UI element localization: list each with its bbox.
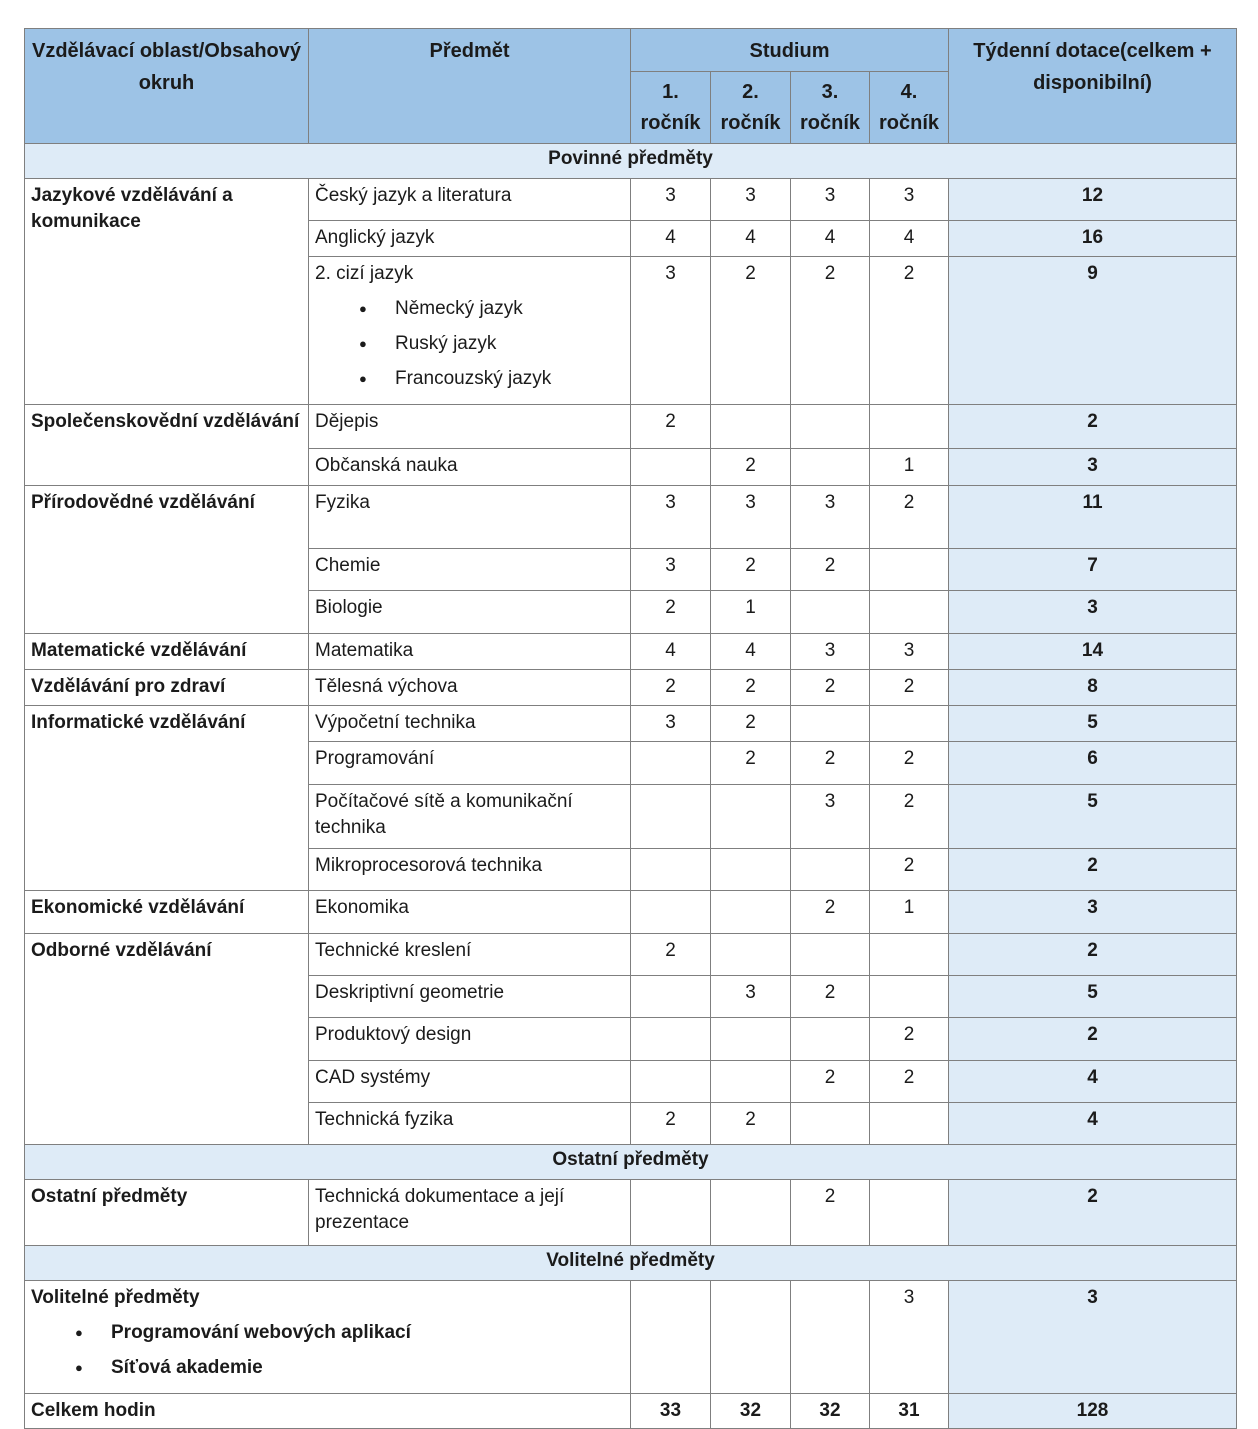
area-cell — [25, 405, 309, 486]
subject-label: Dějepis — [315, 411, 379, 432]
subject-cell — [309, 634, 631, 670]
header-studium: Studium — [631, 29, 949, 72]
footer-hour-year-2: 32 — [711, 1394, 791, 1429]
area-cell — [25, 1180, 309, 1246]
hour-cell-year-4 — [870, 591, 949, 634]
subject-label: Mikroprocesorová technika — [315, 855, 543, 876]
bullet-dot-icon: ● — [359, 336, 367, 351]
hour-cell-year-3: 3 — [791, 634, 870, 670]
table-row — [25, 1281, 1237, 1394]
area-cell — [25, 670, 309, 706]
hour-cell-year-2: 3 — [711, 179, 791, 221]
table-header — [25, 29, 1237, 144]
hour-cell-year-1: 4 — [631, 634, 711, 670]
subject-label: Počítačové sítě a komunikační technika — [315, 791, 573, 838]
subject-cell — [309, 405, 631, 449]
subject-cell — [309, 785, 631, 849]
subject-label: Ekonomika — [315, 897, 409, 918]
subject-label: Matematika — [315, 640, 414, 661]
hour-cell-year-2: 2 — [711, 670, 791, 706]
total-cell: 8 — [949, 670, 1237, 706]
subject-label: CAD systémy — [315, 1067, 431, 1088]
table-row — [25, 670, 1237, 706]
footer-total: 128 — [949, 1394, 1237, 1429]
total-cell: 5 — [949, 976, 1237, 1018]
subject-label: Tělesná výchova — [315, 676, 458, 697]
footer-hour-year-1: 33 — [631, 1394, 711, 1429]
bullet-item — [359, 365, 624, 392]
hour-cell-year-1: 2 — [631, 405, 711, 449]
total-cell: 6 — [949, 742, 1237, 785]
bullet-item — [75, 1354, 624, 1381]
total-cell: 5 — [949, 785, 1237, 849]
subject-cell — [309, 1180, 631, 1246]
hour-cell-year-4: 1 — [870, 449, 949, 486]
table-row — [25, 891, 1237, 934]
table-row — [25, 486, 1237, 549]
area-cell — [25, 706, 309, 891]
hour-cell-year-4 — [870, 1180, 949, 1246]
hour-cell-year-4 — [870, 405, 949, 449]
table-body — [25, 144, 1237, 1429]
area-label: Odborné vzdělávání — [31, 940, 212, 961]
hour-cell-year-4: 3 — [870, 1281, 949, 1394]
subject-cell — [309, 849, 631, 891]
subject-cell — [309, 179, 631, 221]
hour-cell-year-2: 2 — [711, 742, 791, 785]
bullet-item — [75, 1319, 624, 1346]
hour-cell-year-4 — [870, 976, 949, 1018]
total-cell: 14 — [949, 634, 1237, 670]
hour-cell-year-4 — [870, 706, 949, 742]
hour-cell-year-4: 2 — [870, 849, 949, 891]
hour-cell-year-2: 1 — [711, 591, 791, 634]
hour-cell-year-1: 2 — [631, 1103, 711, 1145]
section-row — [25, 1246, 1237, 1281]
hour-cell-year-4 — [870, 1103, 949, 1145]
hour-cell-year-2 — [711, 405, 791, 449]
hour-cell-year-2 — [711, 891, 791, 934]
subject-cell — [309, 934, 631, 976]
hour-cell-year-4: 4 — [870, 221, 949, 257]
hour-cell-year-3: 3 — [791, 179, 870, 221]
subject-cell — [309, 449, 631, 486]
subject-label: Výpočetní technika — [315, 712, 476, 733]
hour-cell-year-2: 2 — [711, 1103, 791, 1145]
hour-cell-year-4: 2 — [870, 486, 949, 549]
subject-cell — [309, 486, 631, 549]
bullet-item — [359, 330, 624, 357]
hour-cell-year-4: 3 — [870, 634, 949, 670]
bullet-label: Německý jazyk — [395, 298, 523, 319]
hour-cell-year-2: 3 — [711, 486, 791, 549]
hour-cell-year-2: 3 — [711, 976, 791, 1018]
table-row — [25, 706, 1237, 742]
header-year-1: 1. ročník — [631, 72, 711, 144]
footer-row — [25, 1394, 1237, 1429]
bullet-label: Programování webových aplikací — [111, 1322, 411, 1343]
area-cell — [25, 486, 309, 634]
table-row — [25, 405, 1237, 449]
total-cell: 3 — [949, 591, 1237, 634]
hour-cell-year-1: 2 — [631, 934, 711, 976]
total-cell: 3 — [949, 891, 1237, 934]
hour-cell-year-3: 2 — [791, 549, 870, 591]
area-label: Jazykové vzdělávání a komunikace — [31, 185, 233, 232]
bullet-list — [315, 295, 624, 392]
bullet-dot-icon: ● — [75, 1325, 83, 1340]
hour-cell-year-3: 2 — [791, 976, 870, 1018]
hour-cell-year-4 — [870, 549, 949, 591]
bullet-item — [359, 295, 624, 322]
hour-cell-year-1 — [631, 785, 711, 849]
hour-cell-year-1 — [631, 891, 711, 934]
hour-cell-year-3 — [791, 1103, 870, 1145]
footer-label: Celkem hodin — [25, 1394, 631, 1429]
subject-label: Technické kreslení — [315, 940, 472, 961]
hour-cell-year-1: 2 — [631, 591, 711, 634]
total-cell: 2 — [949, 1180, 1237, 1246]
hour-cell-year-2 — [711, 785, 791, 849]
table-row — [25, 934, 1237, 976]
section-title: Povinné předměty — [25, 144, 1237, 179]
hour-cell-year-2 — [711, 1061, 791, 1103]
hour-cell-year-3 — [791, 706, 870, 742]
hour-cell-year-2: 4 — [711, 634, 791, 670]
subject-label: Občanská nauka — [315, 455, 458, 476]
bullet-dot-icon: ● — [359, 371, 367, 386]
total-cell: 2 — [949, 405, 1237, 449]
total-cell: 11 — [949, 486, 1237, 549]
hour-cell-year-3: 2 — [791, 742, 870, 785]
table-row — [25, 634, 1237, 670]
subject-cell — [309, 221, 631, 257]
hour-cell-year-3: 2 — [791, 1061, 870, 1103]
area-cell — [25, 179, 309, 405]
subject-cell — [309, 1061, 631, 1103]
subject-label: Technická fyzika — [315, 1109, 454, 1130]
subject-cell — [309, 591, 631, 634]
hour-cell-year-1 — [631, 449, 711, 486]
hour-cell-year-4: 2 — [870, 1018, 949, 1061]
curriculum-table — [24, 28, 1237, 1429]
subject-cell — [309, 257, 631, 405]
hour-cell-year-3: 3 — [791, 785, 870, 849]
area-cell — [25, 934, 309, 1145]
header-area-column: Vzdělávací oblast/Obsahový okruh — [25, 29, 309, 144]
hour-cell-year-2 — [711, 934, 791, 976]
subject-label: Český jazyk a literatura — [315, 185, 512, 206]
table-row — [25, 179, 1237, 221]
hour-cell-year-1 — [631, 1018, 711, 1061]
area-label: Společenskovědní vzdělávání — [31, 411, 300, 432]
hour-cell-year-2: 4 — [711, 221, 791, 257]
hour-cell-year-4: 2 — [870, 785, 949, 849]
area-label: Ekonomické vzdělávání — [31, 897, 245, 918]
total-cell: 3 — [949, 449, 1237, 486]
subject-label: Technická dokumentace a její prezentace — [315, 1186, 565, 1233]
header-year-4: 4. ročník — [870, 72, 949, 144]
section-title: Volitelné předměty — [25, 1246, 1237, 1281]
area-label: Ostatní předměty — [31, 1186, 188, 1207]
footer-hour-year-4: 31 — [870, 1394, 949, 1429]
section-row — [25, 144, 1237, 179]
subject-label: Produktový design — [315, 1024, 472, 1045]
area-label: Informatické vzdělávání — [31, 712, 246, 733]
subject-label: Biologie — [315, 597, 383, 618]
subject-cell — [309, 1103, 631, 1145]
hour-cell-year-4 — [870, 934, 949, 976]
hour-cell-year-1: 3 — [631, 179, 711, 221]
subject-cell — [309, 976, 631, 1018]
bullet-label: Francouzský jazyk — [395, 368, 552, 389]
bullet-label: Ruský jazyk — [395, 333, 497, 354]
section-row — [25, 1145, 1237, 1180]
hour-cell-year-3 — [791, 449, 870, 486]
hour-cell-year-4: 2 — [870, 1061, 949, 1103]
hour-cell-year-3: 2 — [791, 1180, 870, 1246]
hour-cell-year-1: 4 — [631, 221, 711, 257]
header-row-top — [25, 29, 1237, 72]
total-cell: 4 — [949, 1103, 1237, 1145]
hour-cell-year-3 — [791, 1018, 870, 1061]
hour-cell-year-4: 1 — [870, 891, 949, 934]
hour-cell-year-1: 3 — [631, 706, 711, 742]
hour-cell-year-3: 2 — [791, 257, 870, 405]
hour-cell-year-1: 3 — [631, 549, 711, 591]
subject-cell — [309, 891, 631, 934]
hour-cell-year-1 — [631, 976, 711, 1018]
hour-cell-year-1 — [631, 849, 711, 891]
hour-cell-year-2 — [711, 849, 791, 891]
footer-hour-year-3: 32 — [791, 1394, 870, 1429]
hour-cell-year-1: 3 — [631, 486, 711, 549]
hour-cell-year-3: 4 — [791, 221, 870, 257]
hour-cell-year-2 — [711, 1281, 791, 1394]
bullet-dot-icon: ● — [75, 1360, 83, 1375]
subject-label: Deskriptivní geometrie — [315, 982, 505, 1003]
bullet-label: Síťová akademie — [111, 1357, 263, 1378]
hour-cell-year-2: 2 — [711, 449, 791, 486]
hour-cell-year-3: 2 — [791, 891, 870, 934]
area-label: Přírodovědné vzdělávání — [31, 492, 255, 513]
subject-cell — [309, 670, 631, 706]
bullet-list — [31, 1319, 624, 1381]
subject-cell — [309, 742, 631, 785]
area-label: Volitelné předměty — [31, 1287, 200, 1308]
hour-cell-year-1 — [631, 1180, 711, 1246]
area-label: Vzdělávání pro zdraví — [31, 676, 226, 697]
header-year-2: 2. ročník — [711, 72, 791, 144]
total-cell: 2 — [949, 934, 1237, 976]
hour-cell-year-2: 2 — [711, 257, 791, 405]
hour-cell-year-1: 2 — [631, 670, 711, 706]
section-title: Ostatní předměty — [25, 1145, 1237, 1180]
hour-cell-year-3: 3 — [791, 486, 870, 549]
hour-cell-year-1 — [631, 1061, 711, 1103]
subject-label: Fyzika — [315, 492, 370, 513]
area-label: Matematické vzdělávání — [31, 640, 247, 661]
hour-cell-year-1 — [631, 1281, 711, 1394]
header-year-3: 3. ročník — [791, 72, 870, 144]
subject-cell — [309, 706, 631, 742]
hour-cell-year-4: 3 — [870, 179, 949, 221]
hour-cell-year-1: 3 — [631, 257, 711, 405]
hour-cell-year-2 — [711, 1180, 791, 1246]
table-row — [25, 1180, 1237, 1246]
header-subject-column: Předmět — [309, 29, 631, 144]
area-cell — [25, 891, 309, 934]
hour-cell-year-3 — [791, 405, 870, 449]
total-cell: 2 — [949, 1018, 1237, 1061]
area-cell — [25, 634, 309, 670]
hour-cell-year-3 — [791, 591, 870, 634]
area-cell-wide — [25, 1281, 631, 1394]
hour-cell-year-4: 2 — [870, 257, 949, 405]
total-cell: 9 — [949, 257, 1237, 405]
subject-label: Programování — [315, 748, 435, 769]
bullet-dot-icon: ● — [359, 301, 367, 316]
hour-cell-year-3 — [791, 849, 870, 891]
subject-label: Chemie — [315, 555, 381, 576]
hour-cell-year-1 — [631, 742, 711, 785]
hour-cell-year-4: 2 — [870, 742, 949, 785]
hour-cell-year-4: 2 — [870, 670, 949, 706]
total-cell: 2 — [949, 849, 1237, 891]
hour-cell-year-3 — [791, 1281, 870, 1394]
hour-cell-year-2: 2 — [711, 706, 791, 742]
total-cell: 12 — [949, 179, 1237, 221]
hour-cell-year-3: 2 — [791, 670, 870, 706]
hour-cell-year-3 — [791, 934, 870, 976]
subject-label: 2. cizí jazyk — [315, 263, 414, 284]
subject-cell — [309, 549, 631, 591]
total-cell: 5 — [949, 706, 1237, 742]
hour-cell-year-2: 2 — [711, 549, 791, 591]
total-cell: 16 — [949, 221, 1237, 257]
subject-label: Anglický jazyk — [315, 227, 435, 248]
total-cell: 7 — [949, 549, 1237, 591]
total-cell: 3 — [949, 1281, 1237, 1394]
header-total-column: Týdenní dotace(celkem + disponibilní) — [949, 29, 1237, 144]
hour-cell-year-2 — [711, 1018, 791, 1061]
subject-cell — [309, 1018, 631, 1061]
total-cell: 4 — [949, 1061, 1237, 1103]
